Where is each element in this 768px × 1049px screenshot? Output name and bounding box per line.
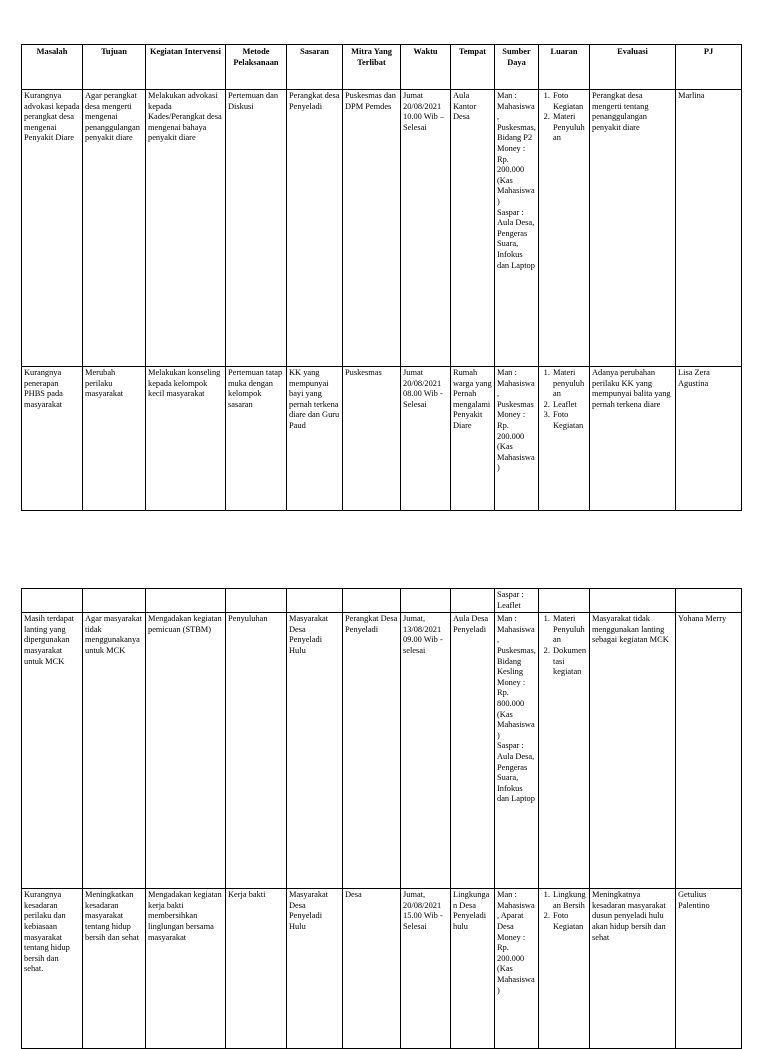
header-masalah: Masalah bbox=[22, 45, 83, 90]
cell-tujuan: Agar perangkat desa mengerti mengenai penanggulangan penyakit diare bbox=[83, 90, 146, 367]
table-row bbox=[22, 90, 742, 367]
header-kegiatan: Kegiatan Intervensi bbox=[146, 45, 226, 90]
cell-metode: Pertemuan tatap muka dengan kelompok sasaran bbox=[226, 367, 287, 511]
cell-mitra: Perangkat Desa Penyeladi bbox=[343, 613, 401, 889]
cell-tujuan: Agar masyarakat tidak menggunakanya untuk MCK bbox=[83, 613, 146, 889]
cell-luaran bbox=[539, 90, 590, 367]
luaran-item: 1. Materi penyuluhan bbox=[552, 368, 587, 400]
cell-sasaran: Masyarakat Desa Penyeladi Hulu bbox=[287, 889, 343, 1049]
cell-pj: Yohana Merry bbox=[676, 613, 742, 889]
cell-sasaran: Masyarakat Desa Penyeladi Hulu bbox=[287, 613, 343, 889]
cell-tujuan: Meningkatkan kesadaran masyarakat tentang hidup bersih dan sehat bbox=[83, 889, 146, 1049]
cell-waktu: Jumat 20/08/2021 08.00 Wib - Selesai bbox=[401, 367, 451, 511]
cell-sumber-daya-continued: Saspar : Leaflet bbox=[495, 589, 539, 613]
cell-evaluasi: Adanya perubahan perilaku KK yang mempunyai balita yang pernah terkena diare bbox=[590, 367, 676, 511]
cell-waktu: Jumat 20/08/2021 10.00 Wib – Selesai bbox=[401, 90, 451, 367]
luaran-item: 2. Leaflet bbox=[552, 400, 587, 411]
header-pj: PJ bbox=[676, 45, 742, 90]
cell-mitra: Puskesmas dan DPM Pemdes bbox=[343, 90, 401, 367]
header-tujuan: Tujuan bbox=[83, 45, 146, 90]
cell-evaluasi: Meningkatnya kesadaran masyarakat dusun penyeladi hulu akan hidup bersih dan sehat bbox=[590, 889, 676, 1049]
luaran-item: 1. Foto Kegiatan bbox=[552, 91, 587, 112]
header-sumber: Sumber Daya bbox=[495, 45, 539, 90]
cell-sasaran: Perangkat desa Penyeladi bbox=[287, 90, 343, 367]
luaran-list bbox=[541, 614, 587, 678]
luaran-item: 2. Dokumentasi kegiatan bbox=[552, 646, 587, 678]
cell-kegiatan: Melakukan konseling kepada kelompok kecil masyarakat bbox=[146, 367, 226, 511]
header-sasaran: Sasaran bbox=[287, 45, 343, 90]
cell-sumber-daya: Man : Mahasiswa, Puskesmas Money : Rp. 200.000 (Kas Mahasiswa) bbox=[495, 367, 539, 511]
cell-metode: Pertemuan dan Diskusi bbox=[226, 90, 287, 367]
header-mitra: Mitra Yang Terlibat bbox=[343, 45, 401, 90]
cell-sasaran: KK yang mempunyai bayi yang pernah terkena diare dan Guru Paud bbox=[287, 367, 343, 511]
table-row bbox=[22, 613, 742, 889]
header-row bbox=[22, 45, 742, 90]
cell-tempat: Aula Kantor Desa bbox=[451, 90, 495, 367]
cell-sumber-daya: Man : Mahasiswa, Aparat Desa Money : Rp. 200.000 (Kas Mahasiswa) bbox=[495, 889, 539, 1049]
table-row bbox=[22, 889, 742, 1049]
cell-kegiatan: Mengadakan kegiatan pemicuan (STBM) bbox=[146, 613, 226, 889]
cell-masalah: Masih terdapat lanting yang dipergunakan masyarakat untuk MCK bbox=[22, 613, 83, 889]
luaran-list bbox=[541, 91, 587, 144]
cell-waktu: Jumat, 20/08/2021 15.00 Wib - Selesai bbox=[401, 889, 451, 1049]
header-metode: Metode Pelaksanaan bbox=[226, 45, 287, 90]
cell-tempat: Rumah warga yang Pernah mengalami Penyakit Diare bbox=[451, 367, 495, 511]
cell-sumber-daya: Man : Mahasiswa, Puskesmas, Bidang P2 Money : Rp. 200.000 (Kas Mahasiswa) Saspar : Aula Desa, Pengeras Suara, Infokus dan Laptop bbox=[495, 90, 539, 367]
cell-evaluasi: Perangkat desa mengerti tentang penanggulangan penyakit diare bbox=[590, 90, 676, 367]
cell-metode: Penyuluhan bbox=[226, 613, 287, 889]
cell-mitra: Puskesmas bbox=[343, 367, 401, 511]
luaran-item: 2. Materi Penyuluhan bbox=[552, 112, 587, 144]
cell-pj: Lisa Zera Agustina bbox=[676, 367, 742, 511]
cell-waktu: Jumat, 13/08/2021 09.00 Wib -selesai bbox=[401, 613, 451, 889]
cell-luaran bbox=[539, 889, 590, 1049]
cell-sumber-daya: Man : Mahasiswa, Puskesmas, Bidang Kesling Money : Rp. 800.000 (Kas Mahasiswa) Saspar : Aula Desa, Pengeras Suara, Infokus dan Laptop bbox=[495, 613, 539, 889]
luaran-list bbox=[541, 368, 587, 432]
cell-tujuan: Merubah perilaku masyarakat bbox=[83, 367, 146, 511]
cell-masalah: Kurangnya penerapan PHBS pada masyarakat bbox=[22, 367, 83, 511]
cell-pj: Marlina bbox=[676, 90, 742, 367]
luaran-list bbox=[541, 890, 587, 932]
cell-kegiatan: Melakukan advokasi kepada Kades/Perangkat desa mengenai bahaya penyakit diare bbox=[146, 90, 226, 367]
table-row bbox=[22, 367, 742, 511]
luaran-item: 2. Foto Kegiatan bbox=[552, 911, 587, 932]
intervention-table-2 bbox=[21, 588, 742, 1049]
cell-evaluasi: Masyarakat tidak menggunakan lanting sebagai kegiatan MCK bbox=[590, 613, 676, 889]
cell-luaran bbox=[539, 367, 590, 511]
header-tempat: Tempat bbox=[451, 45, 495, 90]
intervention-table-1 bbox=[21, 44, 742, 511]
cell-masalah: Kurangnya kesadaran perilaku dan kebiasaan masyarakat tentang hidup bersih dan sehat. bbox=[22, 889, 83, 1049]
cell-luaran bbox=[539, 613, 590, 889]
cell-metode: Kerja bakti bbox=[226, 889, 287, 1049]
luaran-item: 1. Materi Penyuluhan bbox=[552, 614, 587, 646]
luaran-item: 1. Lingkungan Bersih bbox=[552, 890, 587, 911]
cell-kegiatan: Mengadakan kegiatan kerja bakti membersihkan linglungan bersama masyarakat bbox=[146, 889, 226, 1049]
cell-pj: Getulius Palentino bbox=[676, 889, 742, 1049]
cell-tempat: Lingkungan Desa Penyeladi hulu bbox=[451, 889, 495, 1049]
continuation-row bbox=[22, 589, 742, 613]
header-luaran: Luaran bbox=[539, 45, 590, 90]
luaran-item: 3. Foto Kegiatan bbox=[552, 410, 587, 431]
header-evaluasi: Evaluasi bbox=[590, 45, 676, 90]
cell-masalah: Kurangnya advokasi kepada perangkat desa mengenai Penyakit Diare bbox=[22, 90, 83, 367]
header-waktu: Waktu bbox=[401, 45, 451, 90]
cell-mitra: Desa bbox=[343, 889, 401, 1049]
cell-tempat: Aula Desa Penyeladi bbox=[451, 613, 495, 889]
